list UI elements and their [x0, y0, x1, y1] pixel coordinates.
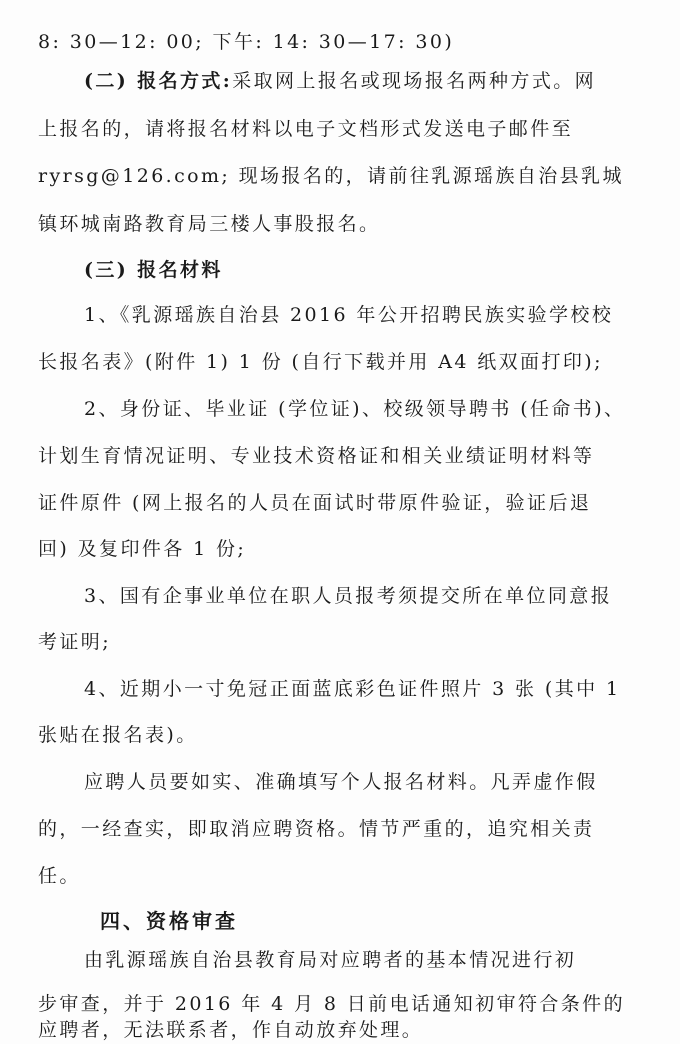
- paragraph-first-line: [84, 69, 680, 93]
- section-heading-qualification-review: 四、资格审查: [100, 909, 238, 933]
- text-line: 任。: [38, 865, 81, 887]
- text-line: 4、近期小一寸免冠正面蓝底彩色证件照片 3 张 (其中 1: [84, 678, 621, 700]
- text-line: 镇环城南路教育局三楼人事股报名。: [38, 213, 381, 235]
- text-line: 应聘人员要如实、准确填写个人报名材料。凡弄虚作假: [84, 771, 598, 793]
- subheading-registration-materials: (三) 报名材料: [84, 259, 223, 281]
- text-line: 应聘者，无法联系者，作自动放弃处理。: [38, 1019, 424, 1041]
- text-line: 张贴在报名表)。: [38, 724, 198, 746]
- text-line: 计划生育情况证明、专业技术资格证和相关业绩证明材料等: [38, 445, 595, 467]
- text-line: 2、身份证、毕业证 (学位证)、校级领导聘书 (任命书)、: [84, 398, 626, 420]
- text-line: 8: 30—12: 00; 下午: 14: 30—17: 30): [38, 31, 455, 53]
- subheading-registration-method: (二) 报名方式:: [84, 70, 233, 92]
- text-line: 证件原件 (网上报名的人员在面试时带原件验证，验证后退: [38, 492, 592, 514]
- text-line: 上报名的，请将报名材料以电子文档形式发送电子邮件至: [38, 118, 574, 140]
- text-line: 步审查，并于 2016 年 4 月 8 日前电话通知初审符合条件的: [38, 993, 625, 1015]
- text-line: 考证明;: [38, 631, 112, 653]
- text-line: 长报名表》(附件 1) 1 份 (自行下载并用 A4 纸双面打印);: [38, 351, 603, 373]
- text-line: 回) 及复印件各 1 份;: [38, 538, 247, 560]
- text-line: 由乳源瑶族自治县教育局对应聘者的基本情况进行初: [84, 949, 577, 971]
- text-line-email: ryrsg@126.com; 现场报名的，请前往乳源瑶族自治县乳城: [38, 165, 624, 187]
- text-line: 1、《乳源瑶族自治县 2016 年公开招聘民族实验学校校: [84, 304, 614, 326]
- text-line: 的，一经查实，即取消应聘资格。情节严重的，追究相关责: [38, 818, 595, 840]
- text-line: 3、国有企事业单位在职人员报考须提交所在单位同意报: [84, 585, 613, 607]
- text-span: 采取网上报名或现场报名两种方式。网: [232, 70, 597, 92]
